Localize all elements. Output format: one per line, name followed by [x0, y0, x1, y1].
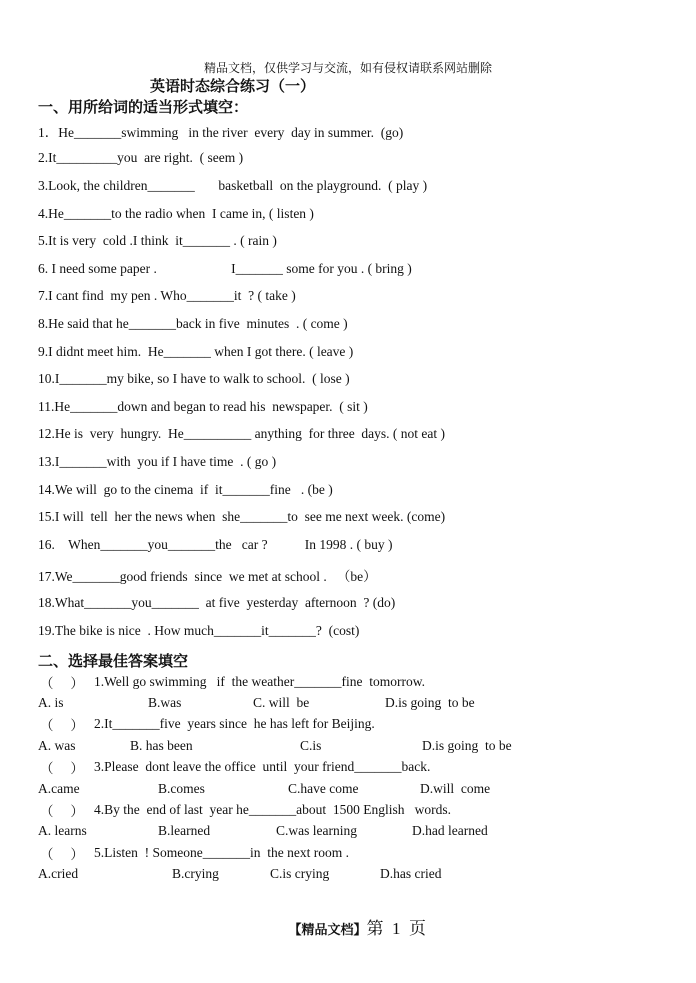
option-c: C.is crying: [270, 866, 330, 881]
fill-in-question-8: 8.He said that he_______back in five minutes . ( come ): [38, 316, 348, 331]
option-a: A. learns: [38, 823, 87, 838]
option-c: C. will be: [253, 695, 310, 710]
fill-in-question-2: 2.It_________you are right. ( seem ): [38, 150, 244, 165]
fill-in-question-16: 16. When_______you_______the car ? In 1998 . ( buy ): [38, 537, 393, 552]
page-title: 英语时态综合练习（一）: [150, 77, 316, 95]
answer-paren: （ ）: [40, 718, 84, 733]
page-footer: [280, 894, 426, 939]
choice-question-5: 5.Listen ! Someone_______in the next room .: [94, 845, 349, 860]
answer-paren: （ ）: [40, 804, 84, 819]
option-a: A.cried: [38, 866, 79, 881]
choice-question-2: 2.It_______five years since he has left for Beijing.: [94, 716, 375, 731]
fill-in-question-14: 14.We will go to the cinema if it_______fine . (be ): [38, 482, 333, 497]
choice-question-4: 4.By the end of last year he_______about 1500 English words.: [94, 802, 451, 817]
choice-question-1: 1.Well go swimming if the weather_______fine tomorrow.: [94, 674, 425, 689]
answer-paren: （ ）: [40, 847, 84, 862]
fill-in-question-4: 4.He_______to the radio when I came in, ( listen ): [38, 206, 314, 221]
section-2-heading: 二、选择最佳答案填空: [38, 652, 189, 670]
footer-tag: 【精品文档】: [288, 923, 367, 938]
fill-in-question-19: 19.The bike is nice . How much_______it_______? (cost): [38, 623, 360, 638]
fill-in-question-9: 9.I didnt meet him. He_______ when I got there. ( leave ): [38, 344, 354, 359]
option-d: D.had learned: [412, 823, 488, 838]
header-notice: 精品文档，仅供学习与交流，如有侵权请联系网站删除: [203, 61, 492, 75]
option-b: B.comes: [158, 781, 205, 796]
option-d: D.will come: [420, 781, 491, 796]
choice-question-3: 3.Please dont leave the office until your friend_______back.: [94, 759, 431, 774]
fill-in-question-1: 1．He_______swimming in the river every day in summer. (go): [38, 125, 404, 140]
fill-in-question-15: 15.I will tell her the news when she_______to see me next week. (come): [38, 509, 446, 524]
option-d: D.has cried: [380, 866, 442, 881]
answer-paren: （ ）: [40, 761, 84, 776]
answer-paren: （ ）: [40, 676, 84, 691]
option-c: C.is: [300, 738, 322, 753]
option-a: A. is: [38, 695, 64, 710]
fill-in-question-3: 3.Look, the children_______ basketball on the playground. ( play ): [38, 178, 428, 193]
option-b: B.crying: [172, 866, 219, 881]
option-d: D.is going to be: [385, 695, 475, 710]
option-b: B. has been: [130, 738, 193, 753]
fill-in-question-18: 18.What_______you_______ at five yesterday afternoon ? (do): [38, 595, 396, 610]
option-a: A.came: [38, 781, 80, 796]
fill-in-question-13: 13.I_______with you if I have time . ( go ): [38, 454, 277, 469]
option-c: C.was learning: [276, 823, 357, 838]
option-d: D.is going to be: [422, 738, 512, 753]
page-number: 第 1 页: [366, 919, 427, 938]
section-1-heading: 一、用所给词的适当形式填空：: [38, 98, 249, 116]
fill-in-question-7: 7.I cant find my pen . Who_______it ? ( take ): [38, 288, 296, 303]
fill-in-question-11: 11.He_______down and began to read his newspaper. ( sit ): [38, 399, 368, 414]
fill-in-question-5: 5.It is very cold .I think it_______ . ( rain ): [38, 233, 277, 248]
fill-in-question-10: 10.I_______my bike, so I have to walk to school. ( lose ): [38, 371, 350, 386]
option-b: B.learned: [158, 823, 211, 838]
fill-in-question-6: 6. I need some paper . I_______ some for you . ( bring ): [38, 261, 412, 276]
fill-in-question-12: 12.He is very hungry. He__________ anything for three days. ( not eat ): [38, 426, 446, 441]
option-c: C.have come: [288, 781, 359, 796]
option-b: B.was: [148, 695, 182, 710]
fill-in-question-17: 17.We_______good friends since we met at school . （be）: [38, 569, 377, 584]
option-a: A. was: [38, 738, 76, 753]
